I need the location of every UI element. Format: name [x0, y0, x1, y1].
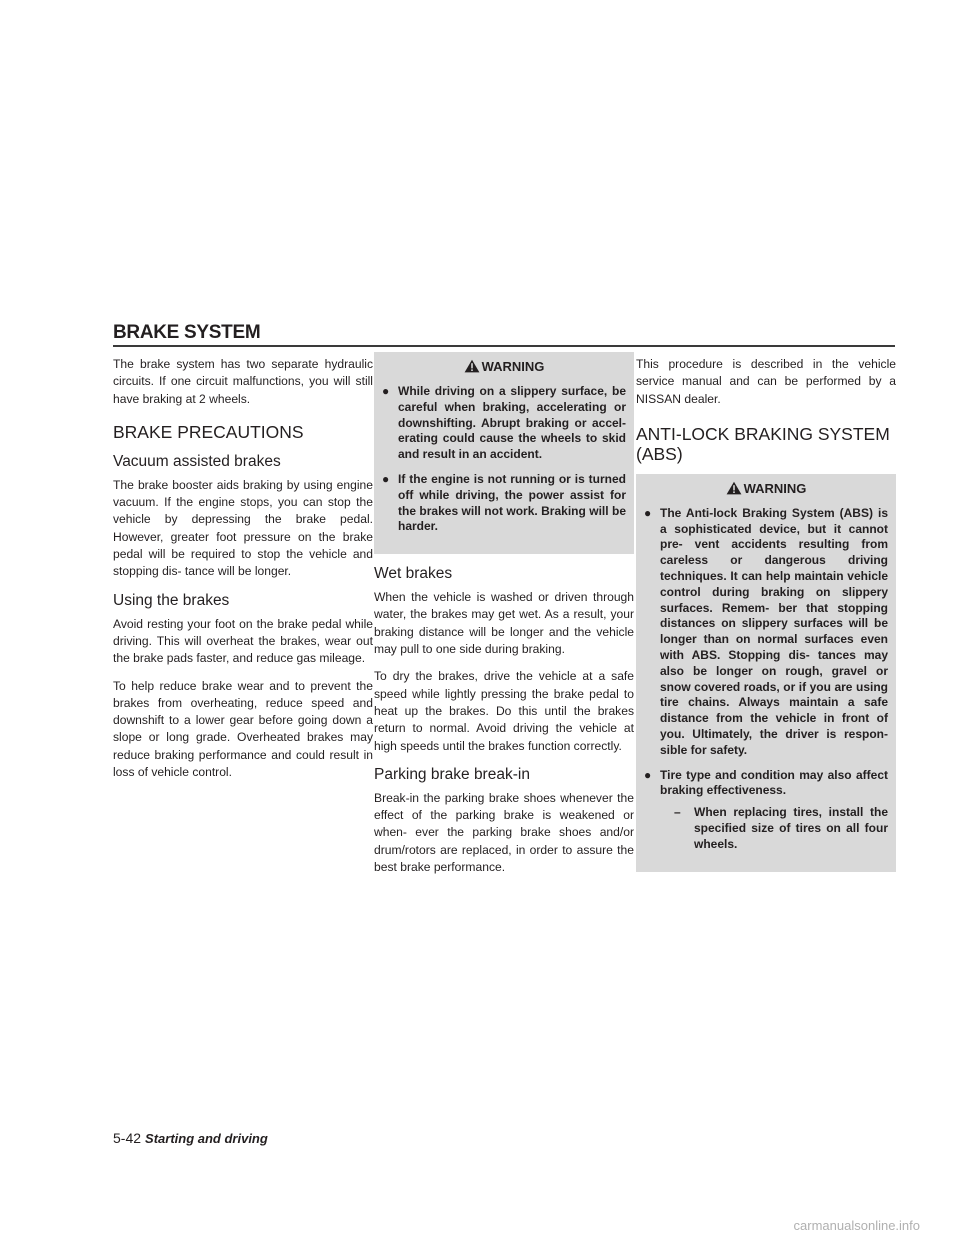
warning-triangle-icon [726, 481, 742, 495]
warning-box-abs [636, 474, 896, 872]
warning-item: ● The Anti-lock Braking System (ABS) is a sophisticated device, but it cannot pre- vent accidents resulting from careless or dangerous driving techniques. It can help maintain vehicle control during braking on slippery surfaces. Remem- ber that stopping distances on slippery surfaces will be longer than on normal surfaces even with ABS. Stopping dis- tances may also be longer on rough, gravel or snow covered roads, or if you are using tire chains. Always maintain a safe distance from the vehicle in front of you. Ultimately, the driver is respon- sible for safety. [644, 505, 888, 757]
section-title: BRAKE SYSTEM [113, 322, 261, 343]
page-footer [113, 1130, 268, 1147]
warning-box-brakes [374, 352, 634, 554]
dash-marker: – [674, 805, 681, 820]
bullet-icon: ● [382, 471, 390, 486]
paragraph-vacuum: The brake booster aids braking by using engine vacuum. If the engine stops, you can stop the vehicle by depressing the brake pedal. However, greater foot pressure on the brake pedal will be required to stop the vehicle and stopping dis- tance will be longer. [113, 477, 373, 579]
paragraph-using-2: To help reduce brake wear and to prevent the brakes from overheating, reduce speed and downshift to a lower gear before going down a slope or long grade. Overheated brakes may reduce braking performance and could result in loss of vehicle control. [113, 678, 373, 780]
warning-triangle-icon [464, 359, 480, 373]
page-number: 5-42 [113, 1130, 142, 1146]
warning-title: WARNING [481, 359, 545, 374]
warning-header [382, 358, 626, 376]
paragraph-continued: This procedure is described in the vehicle service manual and can be performed by a NISSAN dealer. [636, 357, 896, 406]
heading-parking-brake-break-in: Parking brake break-in [374, 765, 530, 783]
warning-title: WARNING [743, 480, 807, 496]
intro-paragraph: The brake system has two separate hydraulic circuits. If one circuit malfunctions, you will still have braking at 2 wheels. [113, 357, 373, 406]
warning-list [644, 506, 888, 853]
heading-brake-precautions: BRAKE PRECAUTIONS [113, 421, 304, 442]
section-rule [113, 345, 895, 347]
column-1 [113, 356, 373, 791]
heading-abs: ANTI-LOCK BRAKING SYSTEM (ABS) [636, 423, 890, 464]
warning-item: ● If the engine is not running or is turned off while driving, the power assist for the brakes will not work. Braking will be harder. [382, 471, 626, 534]
warning-header [644, 480, 888, 498]
heading-using-the-brakes: Using the brakes [113, 591, 230, 609]
warning-list [382, 384, 626, 535]
paragraph-parking: Break-in the parking brake shoes whenever the effect of the parking brake is weakened or when- ever the parking brake shoes and/or drum/rotors are replaced, in order to assure the best brake performance. [374, 790, 634, 875]
warning-item: ● Tire type and condition may also affect braking effectiveness. – When replacing tires, install the specified size of tires on all four wheels. [644, 767, 888, 851]
warning-sub-item: – When replacing tires, install the specified size of tires on all four wheels. [674, 805, 888, 851]
column-2 [374, 356, 634, 886]
paragraph-wet-2: To dry the brakes, drive the vehicle at a safe speed while lightly pressing the brake pedal to heat up the brakes. Do this until the brakes return to normal. Avoid driving the vehicle at high speeds until the brakes function correctly. [374, 669, 634, 753]
paragraph-using-1: Avoid resting your foot on the brake pedal while driving. This will overheat the brakes, wear out the brake pads faster, and reduce gas mileage. [113, 616, 373, 666]
bullet-icon: ● [382, 384, 390, 398]
heading-wet-brakes: Wet brakes [374, 565, 453, 583]
heading-vacuum-assisted-brakes: Vacuum assisted brakes [113, 452, 281, 470]
warning-item: ● While driving on a slippery surface, be careful when braking, accelerating or downshifting. Abrupt braking or accel- erating could cause the wheels to skid and result in an accident. [382, 384, 626, 462]
paragraph-wet-1: When the vehicle is washed or driven through water, the brakes may get wet. As a result, your braking distance will be longer and the vehicle may pull to one side during braking. [374, 590, 634, 657]
chapter-name: Starting and driving [145, 1131, 268, 1146]
column-3 [636, 356, 896, 882]
bullet-icon: ● [644, 505, 652, 520]
bullet-icon: ● [644, 767, 652, 782]
watermark: carmanualsonline.info [793, 1218, 920, 1233]
